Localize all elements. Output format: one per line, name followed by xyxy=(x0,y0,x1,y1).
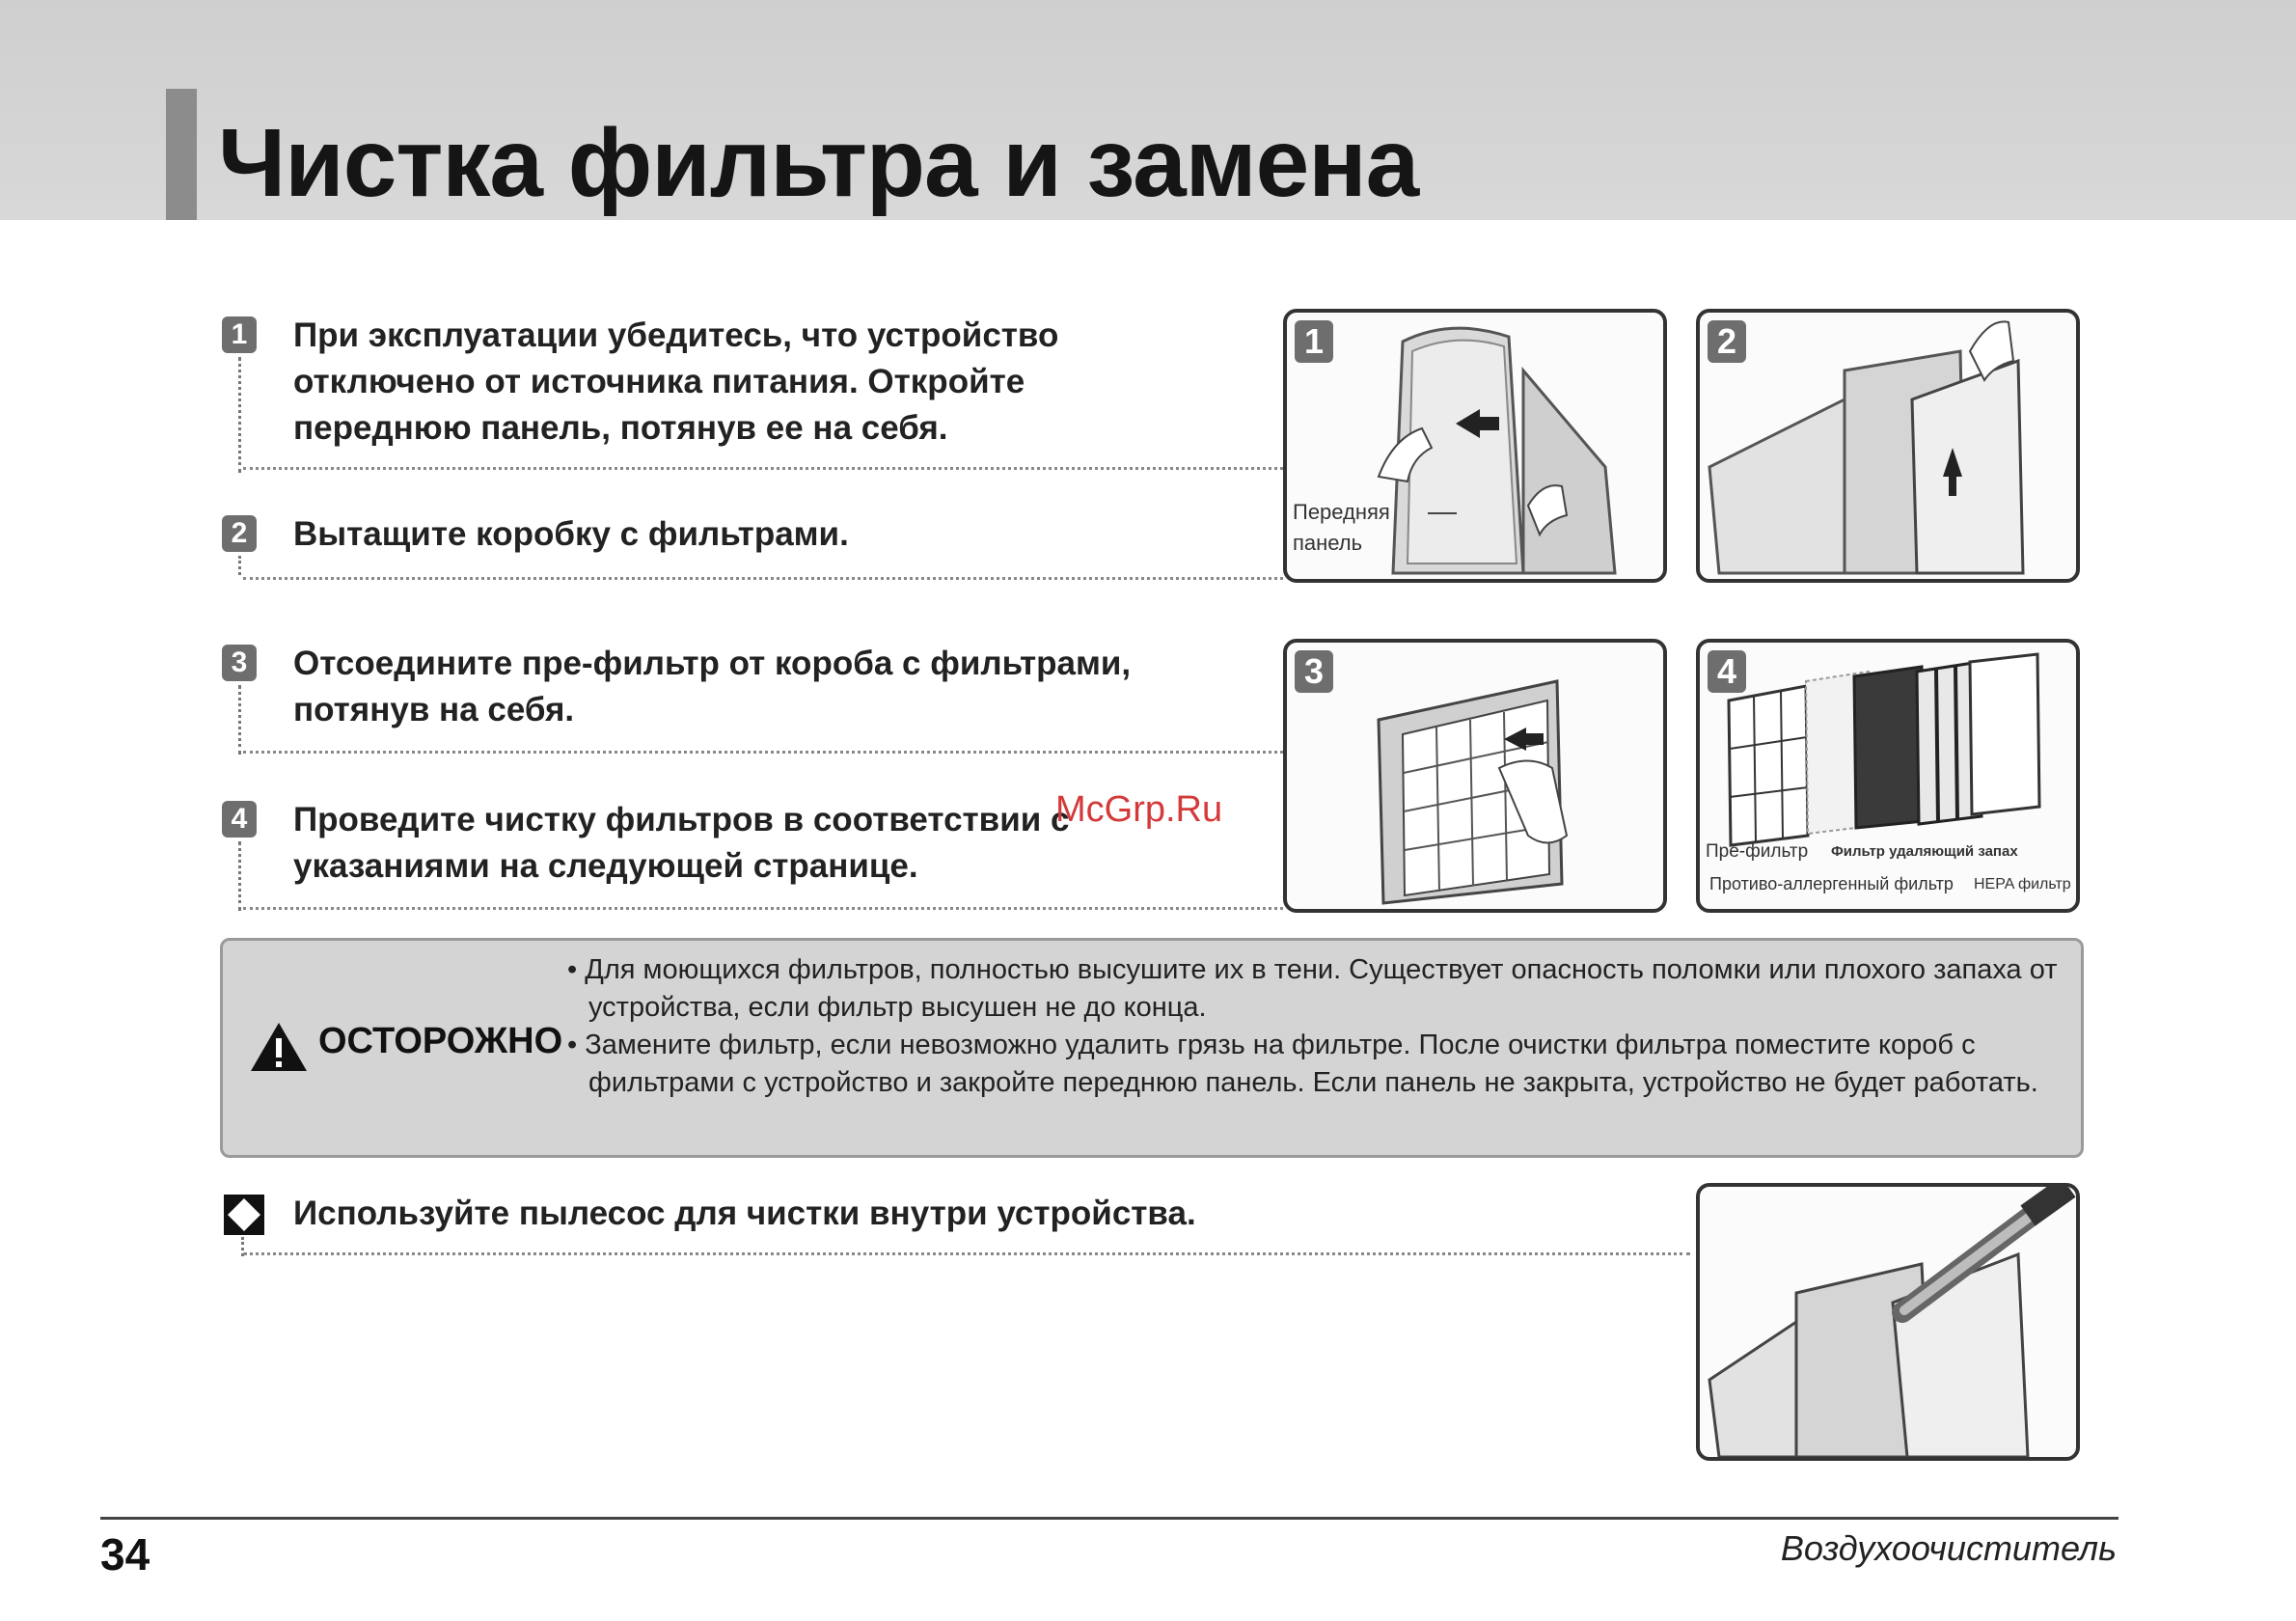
header-accent-bar xyxy=(166,89,197,220)
page-number: 34 xyxy=(100,1529,150,1580)
step-text: При эксплуатации убедитесь, что устройство отключено от источника питания. Откройте переднюю панель, потянув ее на себя. xyxy=(293,316,1059,447)
tip-diamond-icon xyxy=(222,1193,266,1237)
dotted-connector xyxy=(238,556,241,575)
prefilter-label: Пре-фильтр xyxy=(1706,841,1809,862)
footer-rule xyxy=(100,1517,2118,1520)
tip-divider xyxy=(243,1252,1690,1255)
antiallergy-filter-label: Противо-аллергенный фильтр xyxy=(1709,874,1954,893)
caution-item: • Замените фильтр, если невозможно удалить грязь на фильтре. После очистки фильтра поместите короб с фильтрами с устройство и закройте переднюю панель. Если панель не закрыта, устройство не будет работать. xyxy=(567,1030,2038,1098)
figure-number: 2 xyxy=(1708,320,1746,363)
prefilter-illustration xyxy=(1287,643,1663,909)
caution-item: • Для моющихся фильтров, полностью высушите их в тени. Существует опасность поломки или плохого запаха от устройства, если фильтр высушен не до конца. xyxy=(567,954,2058,1023)
figure-number: 1 xyxy=(1295,320,1333,363)
dotted-connector xyxy=(238,357,241,473)
figure-number: 4 xyxy=(1708,650,1746,693)
step-2 xyxy=(222,511,1283,579)
watermark: McGrp.Ru xyxy=(1055,789,1223,830)
caution-label: ОСТОРОЖНО xyxy=(318,1021,563,1061)
filter-box-illustration xyxy=(1700,313,2076,579)
caution-list xyxy=(567,951,2072,1102)
step-number: 4 xyxy=(222,801,257,838)
vacuum-cleaning-illustration xyxy=(1700,1187,2076,1457)
step-text: Проведите чистку фильтров в соответствии с указаниями на следующей странице. xyxy=(293,801,1070,885)
filters-exploded-illustration xyxy=(1700,643,2076,909)
dotted-connector xyxy=(238,685,241,755)
step-3 xyxy=(222,641,1283,756)
step-divider xyxy=(243,751,1283,754)
step-number: 2 xyxy=(222,515,257,552)
dotted-connector xyxy=(238,841,241,911)
product-name: Воздухоочиститель xyxy=(1780,1528,2117,1568)
step-divider xyxy=(243,577,1283,580)
step-text: Вытащите коробку с фильтрами. xyxy=(293,515,849,553)
figure-2-remove-box xyxy=(1696,309,2080,583)
step-number: 3 xyxy=(222,645,257,681)
step-text: Отсоедините пре-фильтр от короба с фильтрами, потянув на себя. xyxy=(293,645,1132,728)
figure-1-open-panel xyxy=(1283,309,1667,583)
step-number: 1 xyxy=(222,316,257,353)
warning-triangle-icon xyxy=(249,1021,309,1073)
figure-4-filter-stack xyxy=(1696,639,2080,913)
figure-vacuum xyxy=(1696,1183,2080,1461)
front-panel-label: Передняя xyxy=(1293,500,1390,524)
figure-3-prefilter xyxy=(1283,639,1667,913)
tip-text: Используйте пылесос для чистки внутри устройства. xyxy=(293,1195,1196,1232)
page-title: Чистка фильтра и замена xyxy=(218,109,1419,217)
step-divider xyxy=(243,907,1283,910)
hepa-filter-label: HEPA фильтр xyxy=(1974,876,2071,893)
figure-number: 3 xyxy=(1295,650,1333,693)
step-1 xyxy=(222,313,1283,467)
front-panel-label: панель xyxy=(1293,531,1363,555)
odor-filter-label: Фильтр удаляющий запах xyxy=(1831,843,2018,860)
step-divider xyxy=(243,467,1283,470)
